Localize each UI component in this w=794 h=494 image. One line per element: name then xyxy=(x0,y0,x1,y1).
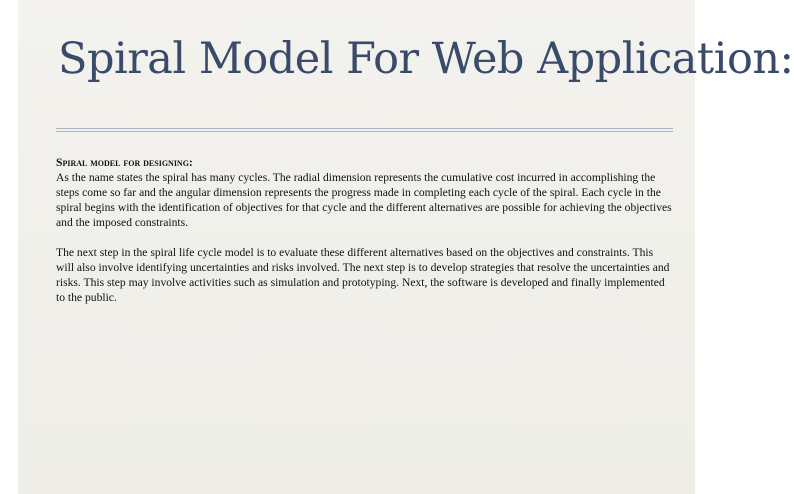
section-heading: Spiral model for designing: xyxy=(56,156,193,169)
body-paragraph-1: As the name states the spiral has many cycles. The radial dimension represents the cumulative cost incurred in accomplishing the steps come so far and the angular dimension represents the progress made in completing each cycle of the spiral. Each cycle in the spiral begins with the identification of objectives for that cycle and the different alternatives are possible for achieving the objectives and the imposed constraints. xyxy=(56,171,672,229)
title-divider-bottom xyxy=(56,131,673,132)
title-divider-top xyxy=(56,128,673,129)
slide xyxy=(18,0,794,494)
slide-body xyxy=(56,155,672,305)
body-paragraph-2: The next step in the spiral life cycle model is to evaluate these different alternatives based on the objectives and constraints. This will also involve identifying uncertainties and risks involved. The next step is to develop strategies that resolve the uncertainties and risks. This step may involve activities such as simulation and prototyping. Next, the software is developed and finally implemented to the public. xyxy=(56,246,670,304)
slide-title: Spiral Model For Web Application: xyxy=(58,34,794,84)
